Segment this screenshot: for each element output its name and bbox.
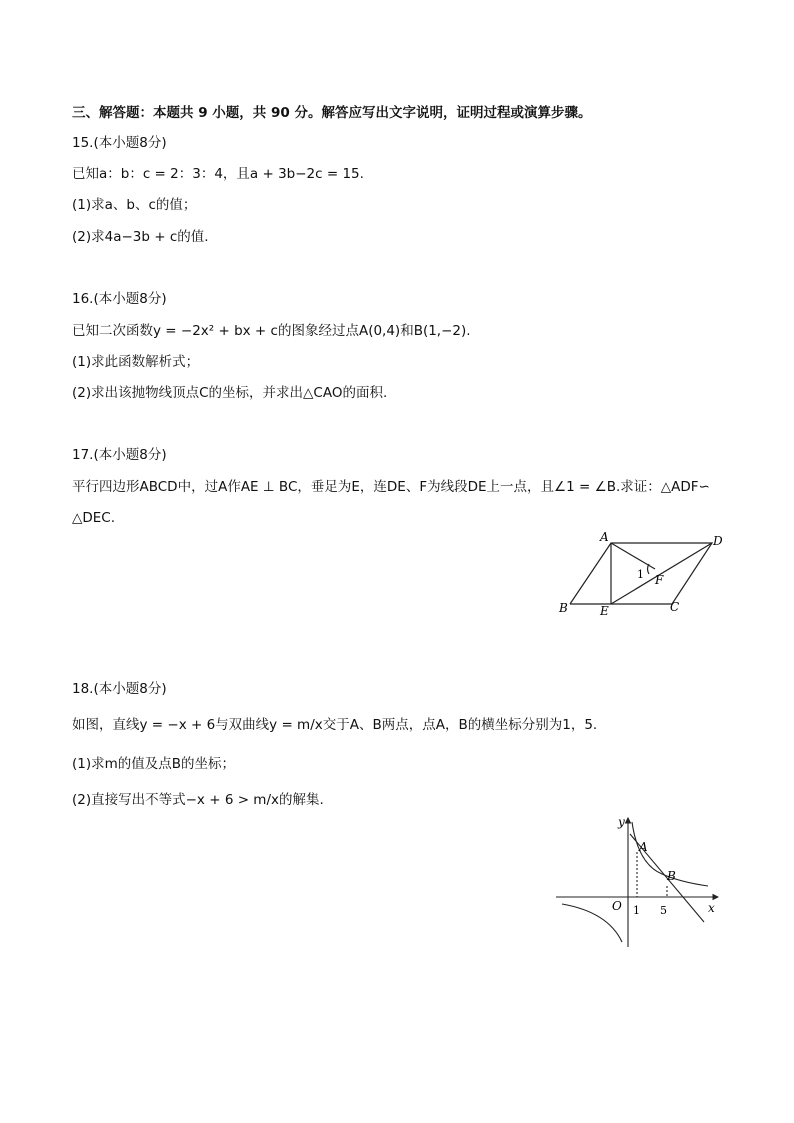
problem-17-header: 17.(本小题8分) bbox=[72, 447, 167, 463]
problem-15-line-2: (1)求a、b、c的值； bbox=[72, 197, 197, 213]
label-angle-1: 1 bbox=[637, 568, 644, 581]
problem-18-header: 18.(本小题8分) bbox=[72, 681, 167, 697]
problem-18-line-1: 如图，直线y = −x + 6与双曲线y = m/x交于A、B两点，点A，B的横坐标分别为1，5. bbox=[72, 717, 598, 733]
label-e: E bbox=[600, 604, 609, 618]
problem-16-line-1: 已知二次函数y = −2x² + bx + c的图象经过点A(0,4)和B(1,−2). bbox=[72, 323, 471, 339]
problem-17-line-1: 平行四边形ABCD中，过A作AE ⊥ BC，垂足为E，连DE、F为线段DE上一点，且∠1 = ∠B.求证：△ADF∽ bbox=[72, 479, 710, 495]
problem-18-line-2: (1)求m的值及点B的坐标； bbox=[72, 756, 236, 772]
label-a: A bbox=[600, 530, 609, 544]
label-b: B bbox=[559, 601, 568, 615]
problem-15-line-3: (2)求4a−3b + c的值. bbox=[72, 229, 209, 245]
function-graph-figure bbox=[552, 812, 732, 952]
label-y: y bbox=[618, 815, 625, 829]
problem-18-line-3: (2)直接写出不等式−x + 6 > m/x的解集. bbox=[72, 792, 324, 808]
problem-15-header: 15.(本小题8分) bbox=[72, 135, 167, 151]
problem-16-header: 16.(本小题8分) bbox=[72, 291, 167, 307]
angle-1-arc bbox=[648, 564, 650, 574]
tick-label-5: 5 bbox=[660, 904, 667, 917]
label-point-b: B bbox=[667, 869, 676, 883]
label-origin: O bbox=[612, 899, 622, 913]
label-c: C bbox=[670, 600, 680, 614]
section-title: 三、解答题：本题共 9 小题，共 90 分。解答应写出文字说明，证明过程或演算步骤。 bbox=[72, 105, 592, 121]
problem-15-line-1: 已知a：b：c = 2：3：4，且a + 3b−2c = 15. bbox=[72, 166, 364, 182]
problem-16-line-3: (2)求出该抛物线顶点C的坐标，并求出△CAO的面积. bbox=[72, 385, 388, 401]
tick-label-1: 1 bbox=[633, 904, 640, 917]
problem-17-line-2: △DEC. bbox=[72, 510, 116, 526]
parallelogram-figure bbox=[555, 528, 735, 620]
label-point-a: A bbox=[639, 840, 648, 854]
label-d: D bbox=[713, 534, 723, 548]
label-x: x bbox=[708, 901, 715, 915]
problem-16-line-2: (1)求此函数解析式； bbox=[72, 354, 200, 370]
label-f: F bbox=[655, 573, 664, 587]
